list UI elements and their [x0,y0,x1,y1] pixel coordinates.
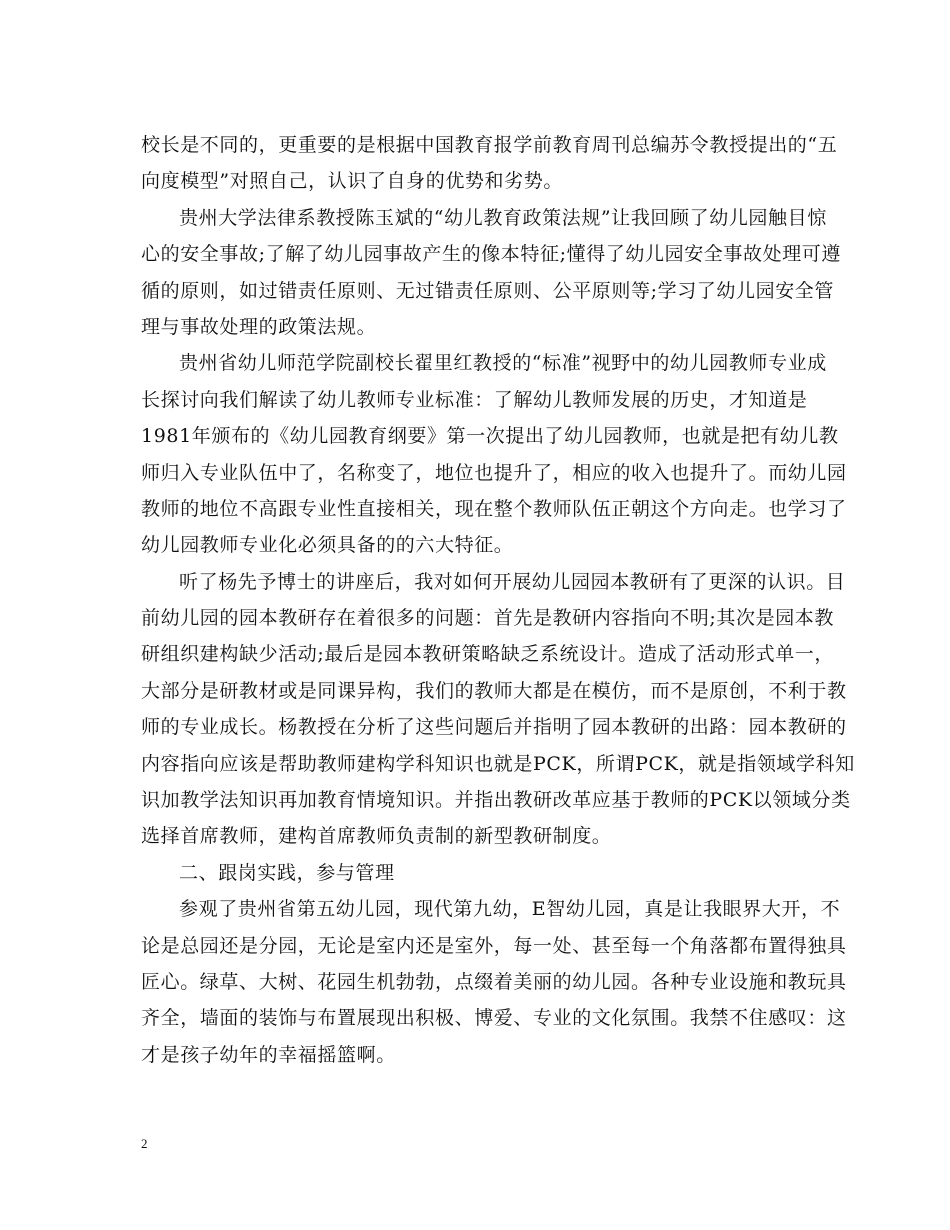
text-line: 听了杨先予博士的讲座后，我对如何开展幼儿园园本教研有了更深的认识。目 [179,570,846,593]
text-line: 教师的地位不高跟专业性直接相关，现在整个教师队伍正朝这个方向走。也学习了 [141,497,847,520]
text-line: 理与事故处理的政策法规。 [141,315,377,338]
text-line: 师归入专业队伍中了，名称变了，地位也提升了，相应的收入也提升了。而幼儿园 [141,461,847,484]
document-body [141,127,855,1073]
text-line: 循的原则，如过错责任原则、无过错责任原则、公平原则等;学习了幼儿园安全管 [141,279,835,302]
text-line: 匠心。绿草、大树、花园生机勃勃，点缀着美丽的幼儿园。各种专业设施和教玩具 [141,970,847,993]
text-line: 长探讨向我们解读了幼儿教师专业标准：了解幼儿教师发展的历史，才知道是 [141,388,808,411]
page-number: 2 [141,1136,148,1151]
text-line: 齐全，墙面的装饰与布置展现出积极、博爱、专业的文化氛围。我禁不住感叹：这 [141,1007,847,1030]
text-line: 才是孩子幼年的幸福摇篮啊。 [141,1043,396,1066]
text-line: 校长是不同的，更重要的是根据中国教育报学前教育周刊总编苏令教授提出的“五 [141,134,838,156]
section-heading: 二、跟岗实践，参与管理 [179,861,395,884]
text-line: 贵州大学法律系教授陈玉斌的“幼儿教育政策法规”让我回顾了幼儿园触目惊 [179,206,827,229]
text-line: 1981年颁布的《幼儿园教育纲要》第一次提出了幼儿园教师，也就是把有幼儿教 [141,425,839,448]
text-line: 幼儿园教师专业化必须具备的的六大特征。 [141,534,514,557]
text-line: 内容指向应该是帮助教师建构学科知识也就是PCK，所谓PCK，就是指领域学科知 [141,752,855,775]
text-line: 大部分是研教材或是同课异构，我们的教师大都是在模仿，而不是原创，不利于教 [141,679,847,702]
text-line: 识加教学法知识再加教育情境知识。并指出教研改革应基于教师的PCK以领域分类 [141,789,851,812]
text-line: 研组织建构缺少活动;最后是园本教研策略缺乏系统设计。造成了活动形式单一， [141,643,835,666]
text-line: 选择首席教师，建构首席教师负责制的新型教研制度。 [141,825,612,848]
text-line: 心的安全事故;了解了幼儿园事故产生的像本特征;懂得了幼儿园安全事故处理可遵 [141,243,842,266]
text-line: 论是总园还是分园，无论是室内还是室外，每一处、甚至每一个角落都布置得独具 [141,934,847,957]
text-line: 向度模型”对照自己，认识了自身的优势和劣势。 [141,170,563,193]
text-line: 参观了贵州省第五幼儿园，现代第九幼，E智幼儿园，真是让我眼界大开，不 [179,898,841,921]
text-line: 师的专业成长。杨教授在分析了这些问题后并指明了园本教研的出路：园本教研的 [141,716,847,739]
text-line: 前幼儿园的园本教研存在着很多的问题：首先是教研内容指向不明;其次是园本教 [141,607,835,630]
text-line: 贵州省幼儿师范学院副校长翟里红教授的“标准”视野中的幼儿园教师专业成 [179,352,827,375]
